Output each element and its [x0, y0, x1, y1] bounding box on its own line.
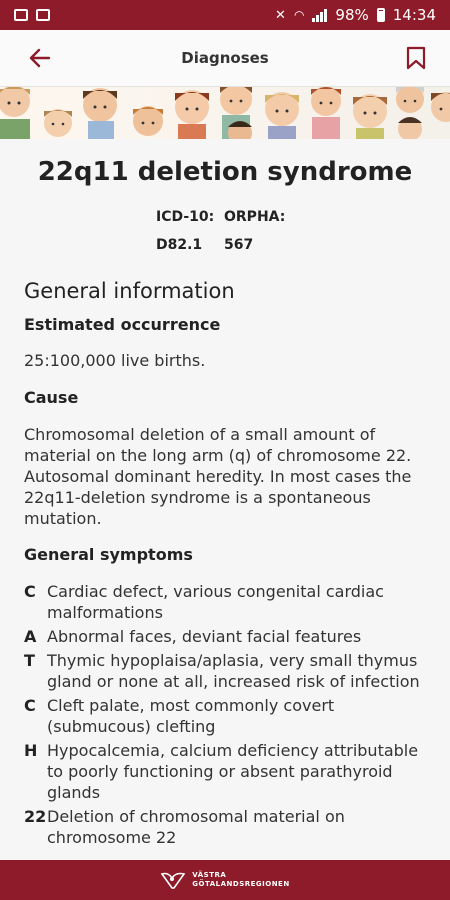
mute-icon: ✕	[275, 7, 286, 23]
page-title: Diagnoses	[181, 49, 269, 67]
list-item	[24, 740, 432, 803]
symptom-letter: C	[24, 582, 36, 601]
general-information-heading: General information	[24, 279, 235, 303]
footer-bar	[0, 860, 450, 900]
icd-value: D82.1	[156, 237, 203, 253]
list-item	[24, 650, 432, 692]
symptom-text: Thymic hypoplaisa/aplasia, very small thymus gland or none at all, increased risk of infection	[47, 651, 420, 691]
symptom-text: Abnormal faces, deviant facial features	[47, 627, 362, 646]
diagnosis-title: 22q11 deletion syndrome	[37, 157, 413, 187]
list-item	[24, 626, 432, 647]
symptom-text: Deletion of chromosomal material on chromosome 22	[47, 807, 345, 847]
app-bar	[0, 30, 450, 87]
gallery-notification-icon	[14, 9, 28, 21]
list-item	[24, 581, 432, 623]
bookmark-button[interactable]	[400, 42, 432, 74]
header-banner-illustration	[0, 87, 450, 139]
app-notification-icon	[36, 9, 50, 21]
back-button[interactable]	[24, 42, 56, 74]
cause-text: Chromosomal deletion of a small amount of material on the long arm (q) of chromosome 22. Autosomal dominant heredity. In most cases the 22q11-deletion syndrome is a spontaneous mutation.	[24, 425, 412, 528]
symptom-letter: H	[24, 741, 38, 760]
signal-icon	[312, 9, 327, 22]
orpha-label: ORPHA:	[224, 209, 286, 225]
battery-icon	[377, 8, 385, 22]
symptom-letter: 22	[24, 807, 47, 826]
symptom-letter: C	[24, 696, 36, 715]
diagnosis-content[interactable]	[0, 139, 450, 860]
symptom-letter: A	[24, 627, 37, 646]
list-item	[24, 806, 432, 848]
symptoms-list	[0, 581, 450, 848]
symptom-text: Hypocalcemia, calcium deficiency attributable to poorly functioning or absent parathyroid glands	[47, 741, 419, 802]
occurrence-text: 25:100,000 live births.	[24, 351, 206, 370]
footer-logo-text	[192, 871, 289, 889]
status-bar	[0, 0, 450, 30]
general-symptoms-heading: General symptoms	[24, 545, 193, 564]
logo-line1: VÄSTRA	[192, 871, 227, 879]
clock: 14:34	[392, 6, 436, 24]
wifi-icon: ◠	[293, 8, 305, 22]
logo-line2: GÖTALANDSREGIONEN	[192, 880, 290, 888]
symptom-text: Cardiac defect, various congenital cardiac malformations	[47, 582, 384, 622]
symptom-text: Cleft palate, most commonly covert (submucous) clefting	[47, 696, 335, 736]
bookmark-icon	[406, 46, 426, 70]
orpha-value: 567	[224, 237, 254, 253]
symptom-letter: T	[24, 651, 35, 670]
vgr-logo-icon	[160, 870, 186, 890]
diagnosis-codes	[0, 209, 450, 253]
list-item	[24, 695, 432, 737]
cause-heading: Cause	[24, 388, 79, 407]
icd-label: ICD-10:	[156, 209, 215, 225]
occurrence-heading: Estimated occurrence	[24, 315, 221, 334]
battery-percent: 98%	[335, 6, 369, 24]
back-arrow-icon	[29, 48, 51, 68]
